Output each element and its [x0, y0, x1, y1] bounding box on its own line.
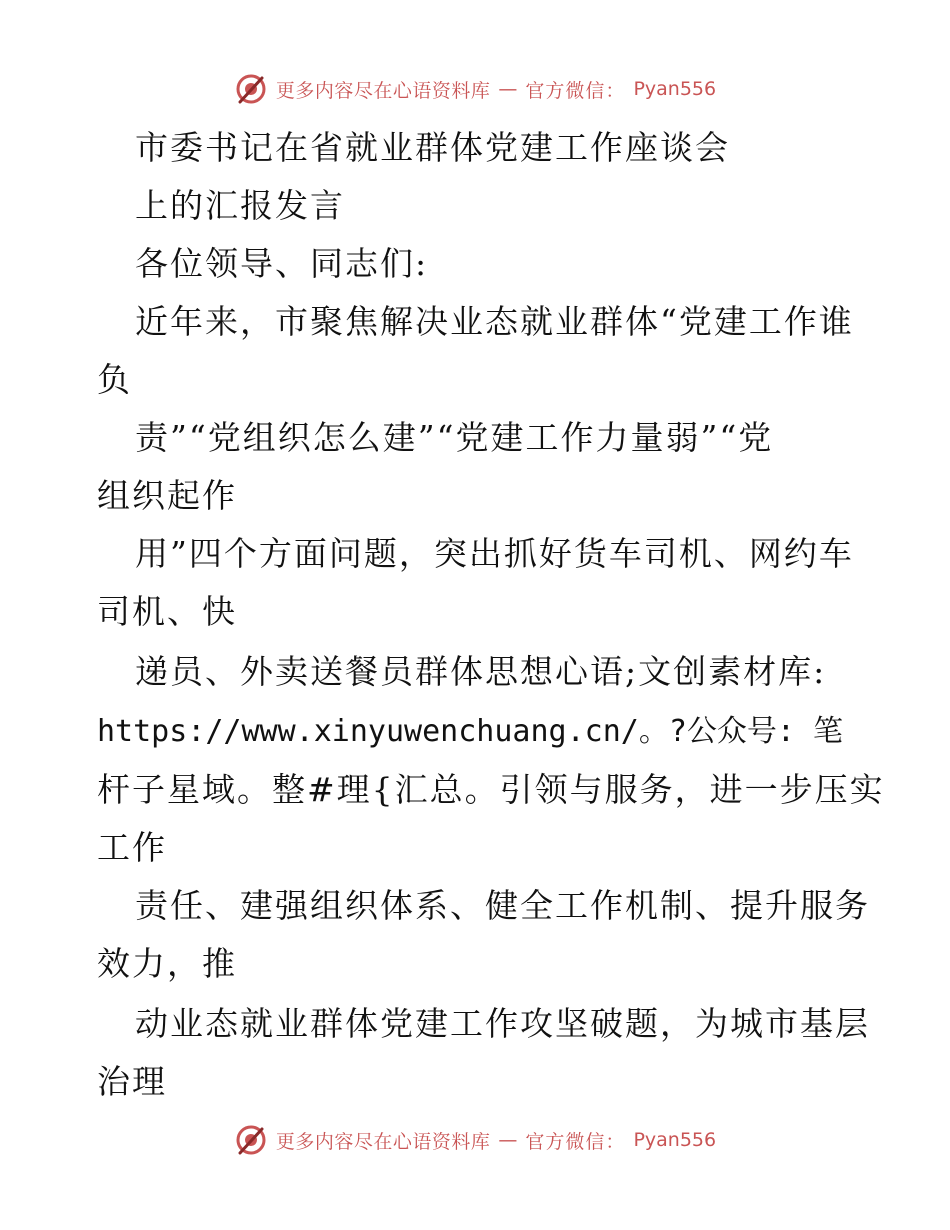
document-title-line-1: 市委书记在省就业群体党建工作座谈会: [135, 128, 730, 167]
watermark-wechat-label: 官方微信：: [525, 79, 626, 102]
body-line: 近年来，市聚焦解决业态就业群体“党建工作谁: [135, 302, 854, 341]
body-line: 用”四个方面问题，突出抓好货车司机、网约车: [135, 534, 854, 573]
body-line: 司机、快: [97, 592, 237, 631]
quill-seal-icon: [234, 1123, 268, 1157]
body-line: 责任、建强组织体系、健全工作机制、提升服务: [135, 886, 870, 925]
header-watermark: [0, 72, 950, 106]
body-line: 负: [97, 360, 132, 399]
body-line: 责”“党组织怎么建”“党建工作力量弱”“党: [135, 418, 774, 457]
watermark-dash: —: [498, 78, 518, 100]
quill-seal-icon: [234, 72, 268, 106]
watermark-wechat-label: 官方微信：: [525, 1130, 626, 1153]
watermark-wechat-id: Pyan556: [633, 1129, 717, 1151]
footer-watermark: [0, 1123, 950, 1157]
watermark-main-text: 更多内容尽在心语资料库: [275, 79, 491, 102]
document-title-line-2: 上的汇报发言: [135, 186, 345, 225]
body-line: 递员、外卖送餐员群体思想心语;文创素材库:: [135, 652, 827, 691]
body-line: 工作: [97, 828, 167, 867]
body-line: 效力，推: [97, 944, 237, 983]
salutation-line: 各位领导、同志们:: [135, 244, 429, 283]
body-line: 组织起作: [97, 476, 237, 515]
watermark-main-text: 更多内容尽在心语资料库: [275, 1130, 491, 1153]
body-line-url: https://www.xinyuwenchuang.cn/。?公众号: 笔: [97, 714, 844, 749]
body-line: 治理: [97, 1062, 167, 1101]
body-line: 杆子星域。整#理{汇总。引领与服务，进一步压实: [97, 770, 885, 809]
watermark-dash: —: [498, 1129, 518, 1151]
body-line: 动业态就业群体党建工作攻坚破题，为城市基层: [135, 1004, 870, 1043]
watermark-wechat-id: Pyan556: [633, 78, 717, 100]
